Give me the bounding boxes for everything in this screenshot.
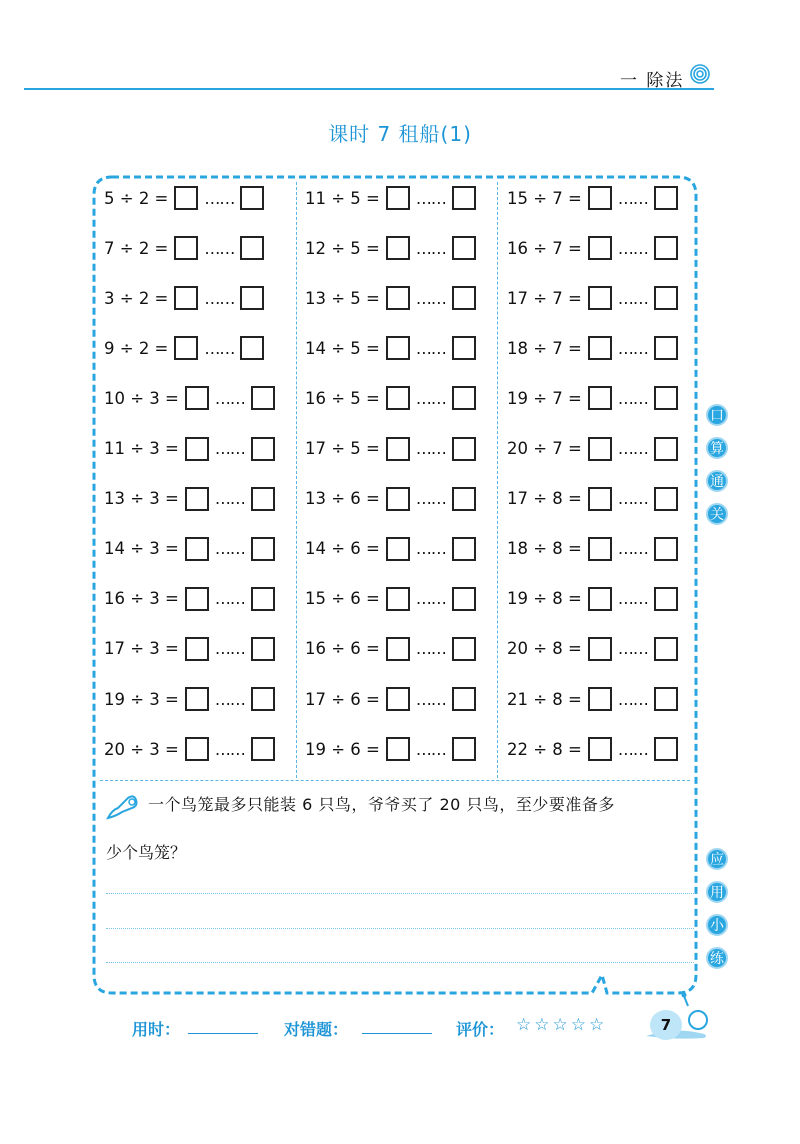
time-field[interactable] (188, 1033, 258, 1034)
division-expression: 11 ÷ 5 = (305, 188, 380, 208)
division-expression: 16 ÷ 5 = (305, 388, 380, 408)
remainder-dots: …… (617, 739, 648, 759)
equation-row (507, 585, 678, 613)
remainder-box[interactable] (654, 386, 678, 410)
remainder-box[interactable] (452, 737, 476, 761)
quotient-box[interactable] (588, 637, 612, 661)
errors-label: 对错题： (284, 1020, 349, 1039)
remainder-dots: …… (415, 589, 446, 609)
division-expression: 13 ÷ 6 = (305, 489, 380, 509)
remainder-box[interactable] (251, 637, 275, 661)
remainder-box[interactable] (452, 236, 476, 260)
division-expression: 14 ÷ 6 = (305, 539, 380, 559)
remainder-box[interactable] (240, 186, 264, 210)
chapter-label: 一 除法 (620, 71, 685, 91)
quotient-box[interactable] (588, 386, 612, 410)
division-expression: 9 ÷ 2 = (104, 338, 169, 358)
division-expression: 15 ÷ 7 = (507, 188, 582, 208)
remainder-box[interactable] (452, 637, 476, 661)
quotient-box[interactable] (588, 537, 612, 561)
division-expression: 19 ÷ 3 = (104, 689, 179, 709)
quotient-box[interactable] (386, 687, 410, 711)
remainder-dots: …… (415, 639, 446, 659)
remainder-dots: …… (214, 388, 245, 408)
remainder-dots: …… (415, 288, 446, 308)
equation-row (507, 635, 678, 663)
remainder-dots: …… (617, 489, 648, 509)
lesson-title: 课时 7 租船(1) (328, 122, 472, 146)
quotient-box[interactable] (588, 186, 612, 210)
remainder-box[interactable] (452, 437, 476, 461)
division-expression: 10 ÷ 3 = (104, 388, 179, 408)
remainder-box[interactable] (452, 537, 476, 561)
division-expression: 17 ÷ 3 = (104, 639, 179, 659)
quotient-box[interactable] (386, 437, 410, 461)
remainder-box[interactable] (654, 737, 678, 761)
remainder-box[interactable] (240, 286, 264, 310)
quotient-box[interactable] (185, 537, 209, 561)
remainder-box[interactable] (452, 286, 476, 310)
remainder-dots: …… (204, 338, 235, 358)
equation-row (507, 685, 678, 713)
equation-row (305, 184, 476, 212)
remainder-box[interactable] (452, 587, 476, 611)
equation-row (305, 735, 476, 763)
remainder-dots: …… (214, 639, 245, 659)
remainder-dots: …… (214, 539, 245, 559)
errors-field[interactable] (362, 1033, 432, 1034)
remainder-box[interactable] (251, 437, 275, 461)
equation-row (104, 435, 275, 463)
equation-row (507, 735, 678, 763)
quotient-box[interactable] (386, 587, 410, 611)
remainder-dots: …… (415, 439, 446, 458)
equation-row (507, 184, 678, 212)
column-divider (296, 182, 297, 778)
quotient-box[interactable] (386, 737, 410, 761)
quotient-box[interactable] (185, 386, 209, 410)
page-number: 7 (650, 1010, 682, 1040)
horn-icon (104, 792, 142, 822)
division-expression: 16 ÷ 6 = (305, 639, 380, 659)
equation-row (305, 334, 476, 362)
quotient-box[interactable] (588, 687, 612, 711)
remainder-box[interactable] (251, 737, 275, 761)
equation-row (305, 635, 476, 663)
remainder-box[interactable] (654, 236, 678, 260)
remainder-dots: …… (204, 238, 235, 258)
equation-row (104, 485, 275, 513)
quotient-box[interactable] (185, 487, 209, 511)
remainder-box[interactable] (654, 637, 678, 661)
division-expression: 19 ÷ 6 = (305, 739, 380, 759)
apply-tab-2: 小 (706, 914, 728, 936)
quotient-box[interactable] (174, 286, 198, 310)
remainder-dots: …… (415, 388, 446, 408)
equation-row (507, 485, 678, 513)
equation-row (507, 284, 678, 312)
division-expression: 19 ÷ 7 = (507, 388, 582, 408)
remainder-box[interactable] (251, 537, 275, 561)
equation-row (305, 234, 476, 262)
remainder-dots: …… (204, 188, 235, 208)
equation-row (305, 384, 476, 412)
division-expression: 14 ÷ 3 = (104, 539, 179, 559)
equation-row (104, 184, 264, 212)
quotient-box[interactable] (174, 236, 198, 260)
division-expression: 18 ÷ 8 = (507, 539, 582, 559)
remainder-dots: …… (204, 288, 235, 308)
remainder-dots: …… (214, 739, 245, 759)
rating-stars[interactable]: ☆☆☆☆☆ (516, 1015, 608, 1035)
oral-tab-0: 口 (706, 404, 728, 426)
quotient-box[interactable] (174, 336, 198, 360)
quotient-box[interactable] (588, 236, 612, 260)
remainder-box[interactable] (240, 236, 264, 260)
quotient-box[interactable] (588, 487, 612, 511)
equation-row (104, 234, 264, 262)
quotient-box[interactable] (588, 737, 612, 761)
remainder-box[interactable] (654, 537, 678, 561)
equation-row (305, 485, 476, 513)
remainder-box[interactable] (452, 487, 476, 511)
remainder-box[interactable] (654, 437, 678, 461)
equation-row (104, 585, 275, 613)
remainder-dots: …… (617, 439, 648, 458)
problem-text-line2: 少个鸟笼？ (106, 843, 187, 862)
problem-text-line1: 一个鸟笼最多只能装 6 只鸟，爷爷买了 20 只鸟，至少要准备多 (148, 795, 615, 814)
division-expression: 17 ÷ 5 = (305, 439, 380, 458)
division-expression: 3 ÷ 2 = (104, 288, 169, 308)
remainder-dots: …… (415, 689, 446, 709)
division-expression: 7 ÷ 2 = (104, 238, 169, 258)
division-expression: 17 ÷ 6 = (305, 689, 380, 709)
quotient-box[interactable] (185, 637, 209, 661)
remainder-dots: …… (415, 739, 446, 759)
oral-tab-3: 关 (706, 503, 728, 525)
equation-row (104, 334, 264, 362)
answer-line[interactable] (106, 962, 694, 963)
oral-tab-1: 算 (706, 437, 728, 459)
division-expression: 13 ÷ 5 = (305, 288, 380, 308)
division-expression: 17 ÷ 8 = (507, 489, 582, 509)
remainder-box[interactable] (654, 487, 678, 511)
section-separator (100, 780, 690, 781)
apply-tab-1: 用 (706, 881, 728, 903)
equation-row (104, 685, 275, 713)
remainder-dots: …… (415, 188, 446, 208)
equation-row (104, 535, 275, 563)
division-expression: 15 ÷ 6 = (305, 589, 380, 609)
equation-row (507, 435, 678, 463)
quotient-box[interactable] (185, 437, 209, 461)
equation-row (507, 334, 678, 362)
remainder-box[interactable] (654, 587, 678, 611)
remainder-dots: …… (617, 689, 648, 709)
remainder-dots: …… (617, 288, 648, 308)
remainder-dots: …… (415, 338, 446, 358)
remainder-dots: …… (415, 539, 446, 559)
quotient-box[interactable] (185, 687, 209, 711)
remainder-box[interactable] (654, 687, 678, 711)
remainder-box[interactable] (240, 336, 264, 360)
answer-line[interactable] (106, 893, 694, 894)
quotient-box[interactable] (386, 537, 410, 561)
remainder-dots: …… (617, 539, 648, 559)
remainder-box[interactable] (251, 386, 275, 410)
remainder-dots: …… (617, 639, 648, 659)
division-expression: 19 ÷ 8 = (507, 589, 582, 609)
remainder-dots: …… (214, 589, 245, 609)
quotient-box[interactable] (386, 386, 410, 410)
remainder-dots: …… (617, 188, 648, 208)
division-expression: 18 ÷ 7 = (507, 338, 582, 358)
quotient-box[interactable] (588, 336, 612, 360)
remainder-dots: …… (617, 238, 648, 258)
equation-row (104, 635, 275, 663)
quotient-box[interactable] (588, 587, 612, 611)
remainder-dots: …… (617, 338, 648, 358)
remainder-dots: …… (617, 589, 648, 609)
quotient-box[interactable] (185, 737, 209, 761)
quotient-box[interactable] (588, 286, 612, 310)
equation-row (104, 735, 275, 763)
quotient-box[interactable] (174, 186, 198, 210)
equation-row (305, 685, 476, 713)
remainder-box[interactable] (452, 336, 476, 360)
rating-label: 评价： (456, 1020, 505, 1039)
header-rule (24, 88, 714, 90)
oral-tab-2: 通 (706, 470, 728, 492)
remainder-box[interactable] (452, 186, 476, 210)
division-expression: 20 ÷ 7 = (507, 439, 582, 458)
equation-row (507, 234, 678, 262)
division-expression: 20 ÷ 3 = (104, 739, 179, 759)
equation-row (305, 585, 476, 613)
division-expression: 22 ÷ 8 = (507, 739, 582, 759)
remainder-dots: …… (214, 439, 245, 458)
remainder-dots: …… (214, 489, 245, 509)
division-expression: 20 ÷ 8 = (507, 639, 582, 659)
quotient-box[interactable] (386, 286, 410, 310)
quotient-box[interactable] (386, 186, 410, 210)
remainder-box[interactable] (251, 587, 275, 611)
quotient-box[interactable] (386, 336, 410, 360)
apply-tab-0: 应 (706, 848, 728, 870)
division-expression: 11 ÷ 3 = (104, 439, 179, 458)
remainder-box[interactable] (654, 186, 678, 210)
division-expression: 17 ÷ 7 = (507, 288, 582, 308)
remainder-box[interactable] (251, 487, 275, 511)
remainder-box[interactable] (654, 286, 678, 310)
remainder-dots: …… (415, 489, 446, 509)
remainder-dots: …… (617, 388, 648, 408)
division-expression: 16 ÷ 7 = (507, 238, 582, 258)
remainder-box[interactable] (452, 386, 476, 410)
quotient-box[interactable] (588, 437, 612, 461)
quotient-box[interactable] (386, 236, 410, 260)
equation-row (104, 384, 275, 412)
column-divider (497, 182, 498, 778)
time-label: 用时： (132, 1020, 181, 1039)
quotient-box[interactable] (386, 487, 410, 511)
remainder-box[interactable] (251, 687, 275, 711)
remainder-dots: …… (214, 689, 245, 709)
quotient-box[interactable] (386, 637, 410, 661)
division-expression: 13 ÷ 3 = (104, 489, 179, 509)
division-expression: 21 ÷ 8 = (507, 689, 582, 709)
answer-line[interactable] (106, 928, 694, 929)
remainder-box[interactable] (452, 687, 476, 711)
division-expression: 14 ÷ 5 = (305, 338, 380, 358)
equation-row (305, 284, 476, 312)
equation-row (507, 535, 678, 563)
equation-row (305, 535, 476, 563)
equation-row (507, 384, 678, 412)
equation-row (305, 435, 476, 463)
quotient-box[interactable] (185, 587, 209, 611)
spiral-icon (690, 64, 710, 84)
remainder-box[interactable] (654, 336, 678, 360)
division-expression: 12 ÷ 5 = (305, 238, 380, 258)
remainder-dots: …… (415, 238, 446, 258)
division-expression: 16 ÷ 3 = (104, 589, 179, 609)
apply-tab-3: 练 (706, 947, 728, 969)
division-expression: 5 ÷ 2 = (104, 188, 169, 208)
equation-row (104, 284, 264, 312)
